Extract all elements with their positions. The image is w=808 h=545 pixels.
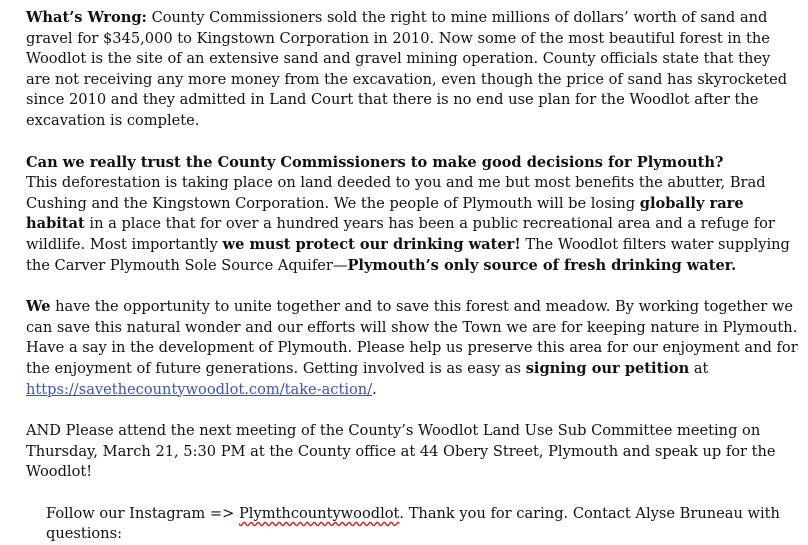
petition-emphasis: signing our petition — [525, 359, 690, 377]
paragraph-spacer — [26, 132, 798, 153]
drinking-water-emphasis: we must protect our drinking water! — [222, 235, 521, 253]
footer-text-1: Follow our Instagram => — [46, 504, 239, 522]
unite-paragraph — [26, 297, 798, 400]
whats-wrong-body: County Commissioners sold the right to mine millions of dollars’ worth of sand and gravel for $345,000 to Kingstown Corporation in 2010. Now some of the most beautiful forest in the Woodlot is the site of an extensive sand and gravel mining operation. County officials state that they are not receiving any more money from the excavation, even though the price of sand has skyrocketed since 2010 and they admitted in Land Court that there is no end use plan for the Woodlot after the excavation is complete. — [26, 9, 788, 129]
instagram-handle: Plymthcountywoodlot — [238, 504, 400, 522]
paragraph-spacer — [26, 276, 798, 297]
paragraph-spacer — [26, 400, 798, 421]
unite-text-1: have the opportunity to unite together and to save this forest and meadow. By working together we can save this natural wonder and our efforts will show the Town we are for keeping nature in Plymouth. Have a say in the development of Plymouth. Please help us preserve this area for our enjoyment and for the enjoyment of future generations. Getting involved is as easy as — [26, 298, 798, 377]
rare-habitat-emphasis: globally rare habitat — [26, 194, 744, 233]
unite-text-3: . — [372, 380, 377, 398]
only-source-emphasis: Plymouth’s only source of fresh drinking water. — [347, 256, 737, 274]
petition-link[interactable]: https://savethecountywoodlot.com/take-action/ — [26, 380, 373, 398]
trust-text-1: This deforestation is taking place on land deeded to you and me but most benefits the abutter, Brad Cushing and the Kingstown Corporation. We the people of Plymouth will be losing — [26, 174, 766, 212]
trust-heading: Can we really trust the County Commissioners to make good decisions for Plymouth? — [26, 153, 724, 171]
trust-text-2: in a place that for over a hundred years has been a public recreational area and a refuge for wildlife. Most importantly — [26, 215, 775, 253]
paragraph-spacer — [26, 483, 798, 504]
trust-text-3: The Woodlot filters water supplying the Carver Plymouth Sole Source Aquifer— — [26, 235, 790, 274]
meeting-paragraph: AND Please attend the next meeting of the County’s Woodlot Land Use Sub Committee meeting on Thursday, March 21, 5:30 PM at the County office at 44 Obery Street, Plymouth and speak up for the Woodlot! — [26, 422, 776, 481]
whats-wrong-heading: What’s Wrong: — [26, 9, 147, 26]
unite-text-2: at — [689, 359, 709, 377]
trust-paragraph — [26, 173, 798, 276]
trust-heading-line — [26, 153, 798, 174]
we-emphasis: We — [26, 298, 51, 316]
footer-line — [26, 504, 798, 545]
whats-wrong-paragraph — [26, 8, 798, 132]
footer-text-2: . Thank you for caring. Contact Alyse Bruneau with questions: — [46, 504, 780, 543]
